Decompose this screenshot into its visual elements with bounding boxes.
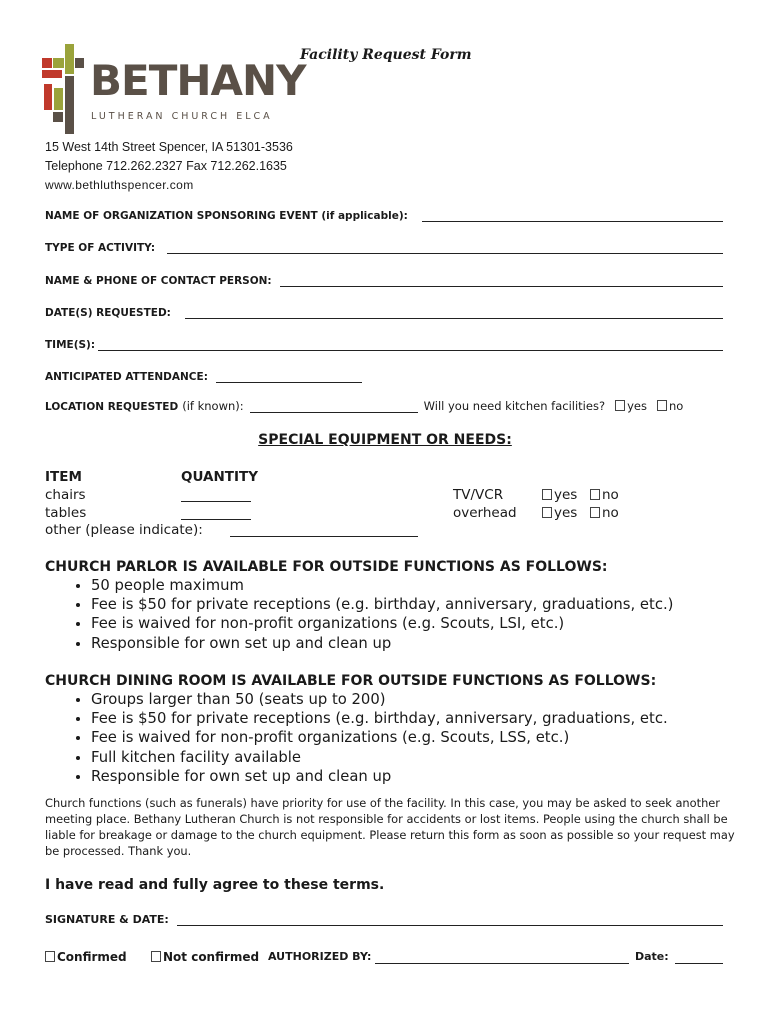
times-field[interactable] — [45, 337, 723, 351]
attendance-label: ANTICIPATED ATTENDANCE: — [45, 371, 208, 383]
av-overhead: overhead — [453, 505, 517, 521]
date-label: Date: — [635, 950, 669, 963]
activity-label: TYPE OF ACTIVITY: — [45, 242, 156, 254]
tables-quantity-line[interactable] — [181, 507, 251, 520]
dining-list — [45, 690, 668, 786]
location-label: LOCATION REQUESTED — [45, 401, 179, 413]
bethany-logo — [42, 44, 306, 134]
agreement-statement: I have read and fully agree to these terms. — [45, 877, 385, 893]
list-item: • Responsible for own set up and clean up — [91, 634, 673, 653]
signature-label: SIGNATURE & DATE: — [45, 913, 169, 926]
list-item: • Fee is $50 for private receptions (e.g. birthday, anniversary, graduations, etc.) — [91, 595, 673, 614]
phone-line: Telephone 712.262.2327 Fax 712.262.1635 — [45, 159, 287, 173]
item-chairs: chairs — [45, 487, 86, 503]
tvvcr-yes-label: yes — [554, 487, 578, 503]
date-input-line[interactable] — [675, 951, 723, 964]
dining-heading: CHURCH DINING ROOM IS AVAILABLE FOR OUTSIDE FUNCTIONS AS FOLLOWS: — [45, 673, 657, 689]
address-line: 15 West 14th Street Spencer, IA 51301-3536 — [45, 140, 293, 154]
list-item: • Fee is waived for non-profit organizations (e.g. Scouts, LSS, etc.) — [91, 728, 668, 747]
organization-field[interactable] — [45, 208, 723, 222]
signature-input-line[interactable] — [177, 915, 723, 926]
overhead-no-option[interactable] — [590, 505, 619, 521]
kitchen-no-label: no — [668, 399, 684, 413]
kitchen-yes-label: yes — [627, 399, 647, 413]
av-tvvcr: TV/VCR — [453, 487, 504, 503]
special-heading: SPECIAL EQUIPMENT OR NEEDS: — [258, 432, 512, 448]
form-title: Facility Request Form — [300, 47, 472, 63]
tvvcr-no-option[interactable] — [590, 487, 619, 503]
times-input-line[interactable] — [98, 340, 723, 351]
dates-label: DATE(S) REQUESTED: — [45, 307, 171, 319]
logo-wordmark: BETHANY — [90, 56, 306, 105]
list-item: • 50 people maximum — [91, 576, 673, 595]
checkbox-icon[interactable] — [590, 507, 600, 518]
attendance-input-line[interactable] — [216, 372, 362, 383]
checkbox-icon[interactable] — [45, 951, 55, 962]
dates-input-line[interactable] — [185, 308, 723, 319]
attendance-field[interactable] — [45, 369, 375, 383]
not-confirmed-option[interactable] — [151, 950, 259, 964]
other-input-line[interactable] — [230, 524, 418, 537]
checkbox-icon[interactable] — [590, 489, 600, 500]
kitchen-no-option[interactable] — [657, 399, 683, 413]
authorized-label: AUTHORIZED BY: — [268, 950, 372, 963]
parlor-list — [45, 576, 673, 653]
confirmed-label: Confirmed — [57, 950, 127, 964]
item-other: other (please indicate): — [45, 522, 203, 538]
list-item: • Groups larger than 50 (seats up to 200) — [91, 690, 668, 709]
signature-field[interactable] — [45, 913, 723, 926]
checkbox-icon[interactable] — [657, 400, 667, 411]
list-item: • Fee is $50 for private receptions (e.g. birthday, anniversary, graduations, etc. — [91, 709, 668, 728]
contact-input-line[interactable] — [280, 276, 723, 287]
list-item: • Responsible for own set up and clean up — [91, 767, 668, 786]
checkbox-icon[interactable] — [151, 951, 161, 962]
checkbox-icon[interactable] — [542, 489, 552, 500]
kitchen-yes-option[interactable] — [615, 399, 647, 413]
checkbox-icon[interactable] — [615, 400, 625, 411]
quantity-header: QUANTITY — [181, 469, 258, 485]
location-hint: (if known): — [182, 399, 244, 413]
item-tables: tables — [45, 505, 87, 521]
overhead-yes-label: yes — [554, 505, 578, 521]
list-item: • Full kitchen facility available — [91, 748, 668, 767]
confirmed-option[interactable] — [45, 950, 127, 964]
checkbox-icon[interactable] — [542, 507, 552, 518]
activity-input-line[interactable] — [167, 243, 723, 254]
tvvcr-yes-option[interactable] — [542, 487, 577, 503]
organization-input-line[interactable] — [422, 211, 723, 222]
kitchen-question: Will you need kitchen facilities? — [423, 399, 606, 413]
not-confirmed-label: Not confirmed — [163, 950, 260, 964]
logo-subtitle: LUTHERAN CHURCH ELCA — [91, 111, 273, 122]
website-line: www.bethluthspencer.com — [45, 178, 194, 192]
times-label: TIME(S): — [45, 339, 96, 351]
activity-field[interactable] — [45, 240, 723, 254]
organization-label: NAME OF ORGANIZATION SPONSORING EVENT (if applicable): — [45, 210, 408, 222]
chairs-quantity-line[interactable] — [181, 489, 251, 502]
policy-paragraph: Church functions (such as funerals) have priority for use of the facility. In this case, you may be asked to seek another meeting place. Bethany Lutheran Church is not responsible for accidents or lost items. People using the church shall be liable for breakage or damage to the church equipment. Please return this form as soon as possible so your request may be processed. Thank you. — [45, 796, 735, 858]
list-item: • Fee is waived for non-profit organizations (e.g. Scouts, LSI, etc.) — [91, 614, 673, 633]
item-header: ITEM — [45, 469, 82, 485]
contact-field[interactable] — [45, 273, 723, 287]
location-row — [45, 399, 745, 413]
location-input-line[interactable] — [250, 401, 418, 413]
contact-label: NAME & PHONE OF CONTACT PERSON: — [45, 275, 272, 287]
overhead-yes-option[interactable] — [542, 505, 577, 521]
parlor-heading: CHURCH PARLOR IS AVAILABLE FOR OUTSIDE FUNCTIONS AS FOLLOWS: — [45, 559, 608, 575]
overhead-no-label: no — [602, 505, 619, 521]
tvvcr-no-label: no — [602, 487, 619, 503]
dates-field[interactable] — [45, 305, 723, 319]
authorized-input-line[interactable] — [375, 951, 629, 964]
